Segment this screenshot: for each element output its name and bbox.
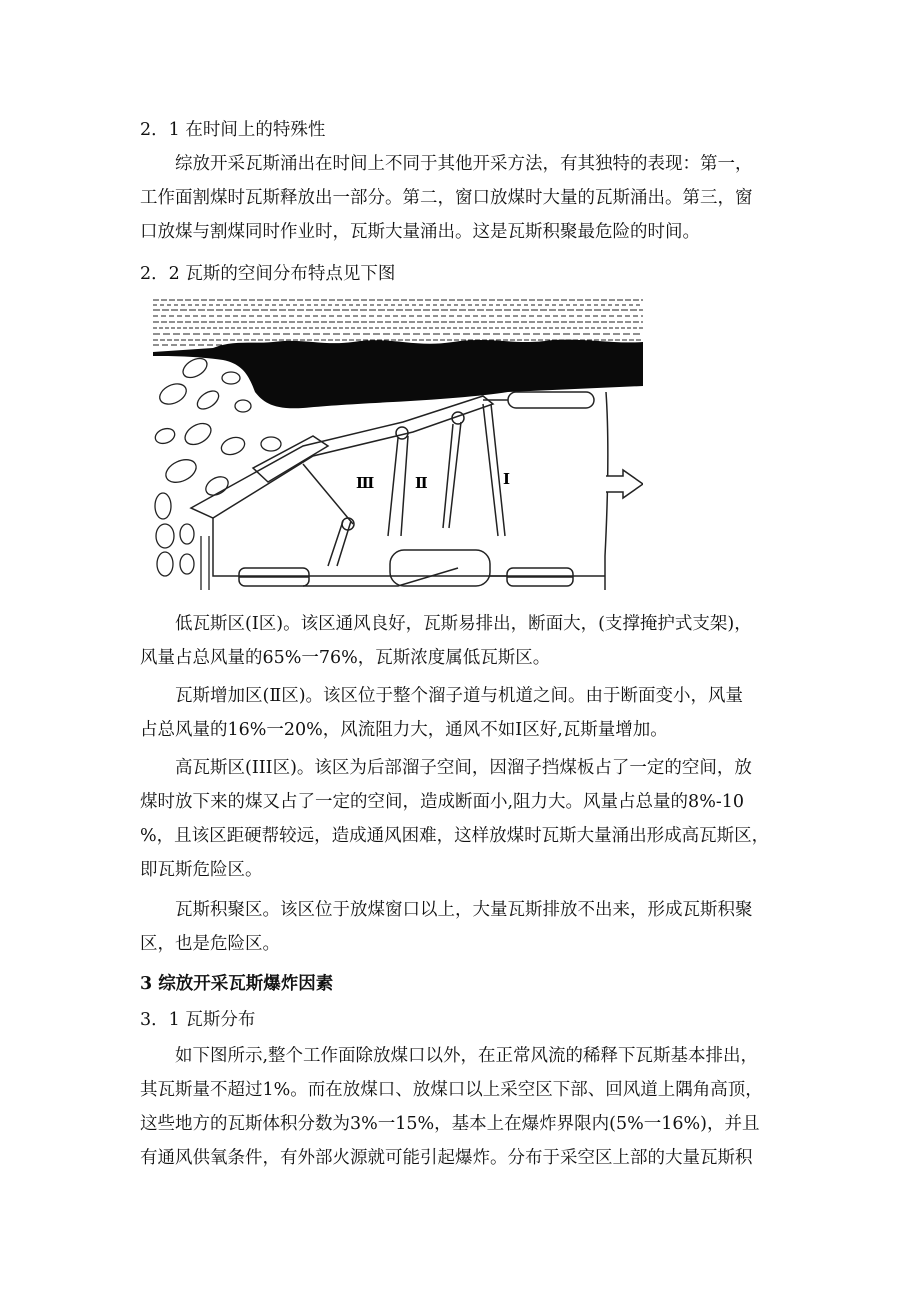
zone-label-3: Ⅲ (356, 474, 375, 492)
diagram-svg (153, 296, 643, 592)
roof-strata (153, 300, 643, 345)
paragraph-line: 区，也是危险区。 (140, 934, 280, 954)
zone-label-1: Ⅰ (503, 470, 511, 488)
shield-support (191, 392, 605, 586)
paragraph-line: 高瓦斯区(III区)。该区为后部溜子空间，因溜子挡煤板占了一定的空间，放 (175, 758, 752, 778)
paragraph-line: 瓦斯增加区(Ⅱ区)。该区位于整个溜子道与机道之间。由于断面变小，风量 (175, 686, 744, 706)
zone-label-2: Ⅱ (415, 474, 428, 492)
top-coal-mass (153, 340, 643, 409)
paragraph-line: 占总风量的16%一20%，风流阻力大，通风不如I区好,瓦斯量增加。 (140, 720, 668, 740)
paragraph-line: 综放开采瓦斯涌出在时间上不同于其他开采方法，有其独特的表现：第一， (175, 154, 753, 174)
paragraph-line: 如下图所示,整个工作面除放煤口以外，在正常风流的稀释下瓦斯基本排出， (175, 1046, 759, 1066)
heading-2-1: 2．1 在时间上的特殊性 (140, 120, 326, 140)
heading-3: 3 综放开采瓦斯爆炸因素 (140, 974, 334, 994)
airflow-arrow-icon (606, 470, 643, 498)
paragraph-line: 其瓦斯量不超过1%。而在放煤口、放煤口以上采空区下部、回风道上隅角高顶， (140, 1080, 763, 1100)
paragraph-line: 有通风供氧条件，有外部火源就可能引起爆炸。分布于采空区上部的大量瓦斯积 (140, 1148, 753, 1168)
paragraph-line: 即瓦斯危险区。 (140, 860, 263, 880)
paragraph-line: 工作面割煤时瓦斯释放出一部分。第二，窗口放煤时大量的瓦斯涌出。第三，窗 (140, 188, 753, 208)
paragraph-line: 口放煤与割煤同时作业时，瓦斯大量涌出。这是瓦斯积聚最危险的时间。 (140, 222, 700, 242)
conveyors (239, 550, 573, 586)
paragraph-line: 瓦斯积聚区。该区位于放煤窗口以上，大量瓦斯排放不出来，形成瓦斯积聚 (175, 900, 753, 920)
paragraph-line: 低瓦斯区(I区)。该区通风良好，瓦斯易排出，断面大，(支撑掩护式支架)， (175, 614, 752, 634)
paragraph-line: 这些地方的瓦斯体积分数为3%一15%，基本上在爆炸界限内(5%一16%)，并且 (140, 1114, 760, 1134)
paragraph-line: 风量占总风量的65%一76%，瓦斯浓度属低瓦斯区。 (140, 648, 551, 668)
heading-2-2: 2．2 瓦斯的空间分布特点见下图 (140, 264, 396, 284)
gas-distribution-diagram (153, 296, 643, 592)
heading-3-1: 3．1 瓦斯分布 (140, 1010, 256, 1030)
paragraph-line: %，且该区距硬帮较远，造成通风困难，这样放煤时瓦斯大量涌出形成高瓦斯区， (140, 826, 770, 846)
paragraph-line: 煤时放下来的煤又占了一定的空间，造成断面小,阻力大。风量占总量的8%-10 (140, 792, 745, 812)
